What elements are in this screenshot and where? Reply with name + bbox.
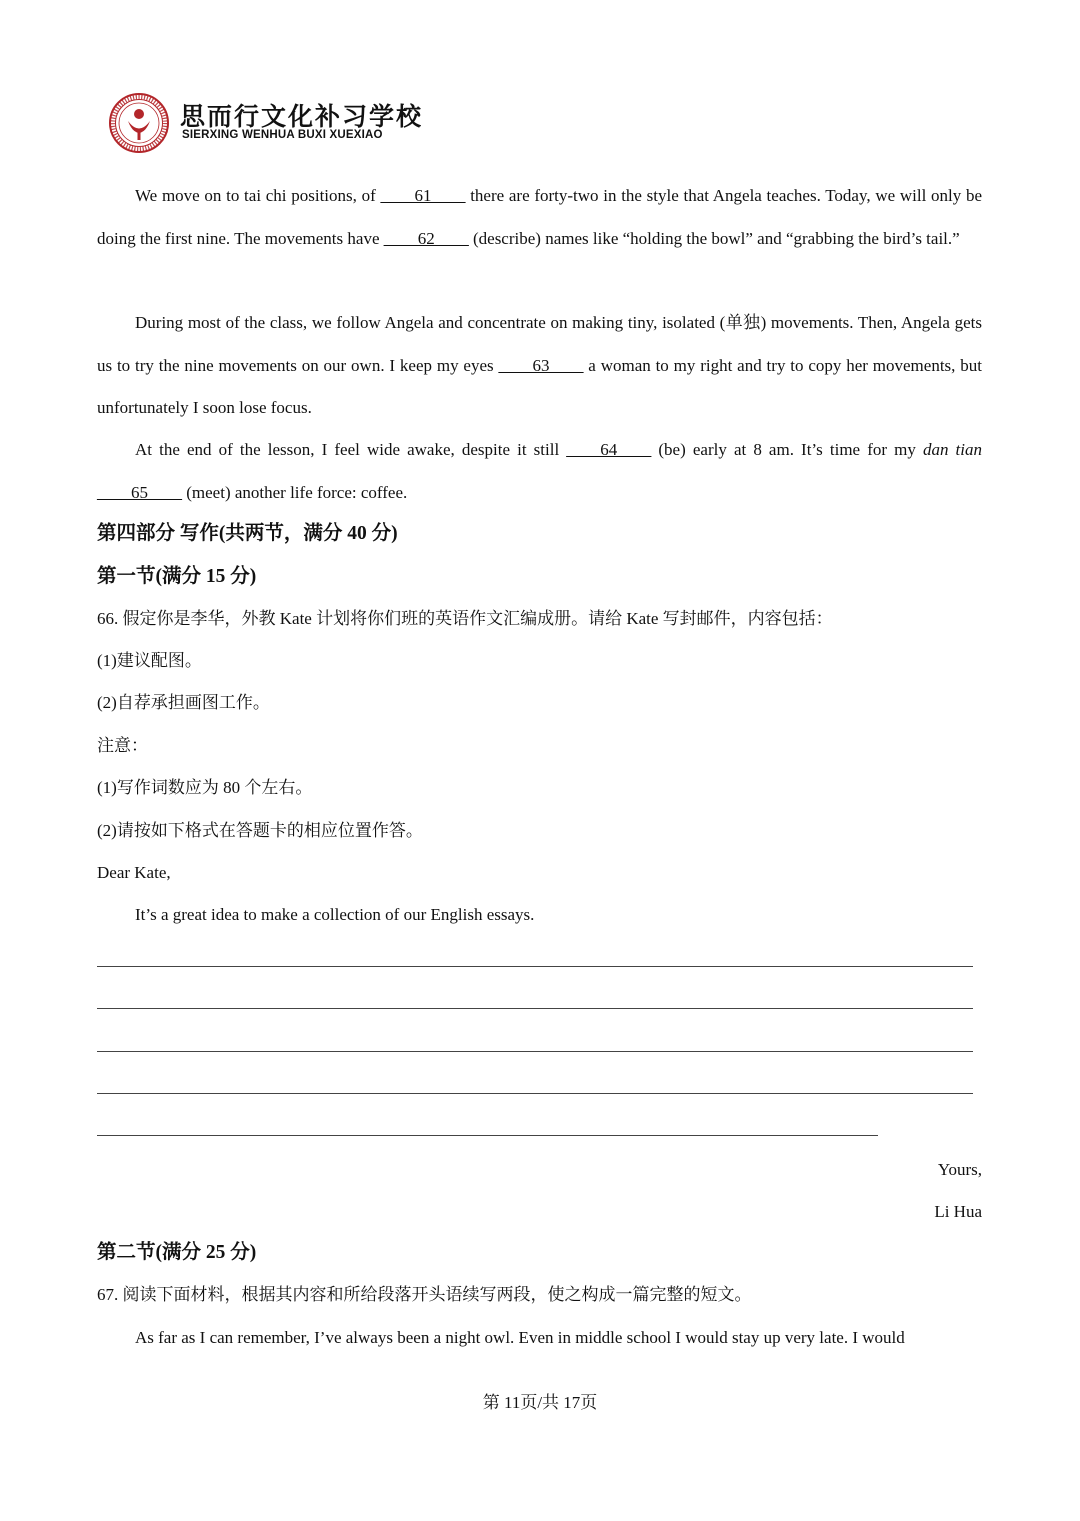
note-2: (2)请按如下格式在答题卡的相应位置作答。 (97, 821, 423, 840)
passage-paragraph-1: We move on to tai chi positions, of ____61____ there are forty-two in the style that Angela teaches. Today, we will only be doing the first nine. The movements have ____62____ (describe) names like “holding the bowl” and “grabbing the bird’s tail.” (97, 186, 982, 248)
blank-62: ____62____ (383, 228, 469, 248)
school-name-chinese: 思而行文化补习学校 (180, 102, 424, 131)
writing-line (97, 1008, 973, 1009)
passage-paragraph-2: During most of the class, we follow Angela and concentrate on making tiny, isolated (单独) movements. Then, Angela gets us to try the nine movements on our own. I keep my eyes ____63____ a woman to my right and try to copy her movements, but unfortunately I soon lose focus. (97, 313, 982, 417)
blank-64: ____64____ (566, 440, 652, 459)
letter-closing: Yours, (937, 1160, 982, 1179)
note-1: (1)写作词数应为 80 个左右。 (97, 778, 313, 797)
blank-65: ____65____ (97, 482, 182, 502)
part4-heading: 第四部分 写作(共两节，满分 40 分) (97, 523, 398, 544)
q67-material-text: As far as I can remember, I’ve always been a night owl. Even in middle school I would stay up very late. I would (135, 1328, 905, 1347)
q66-item-2: (2)自荐承担画图工作。 (97, 693, 270, 712)
note-label: 注意： (97, 736, 148, 755)
writing-line (97, 966, 973, 967)
q66-item-1: (1)建议配图。 (97, 651, 202, 670)
blank-61: ____61____ (380, 186, 466, 205)
question-67: 67. 阅读下面材料，根据其内容和所给段落开头语续写两段，使之构成一篇完整的短文。 (97, 1285, 752, 1304)
passage-paragraph-3: At the end of the lesson, I feel wide awake, despite it still ____64____ (be) early at 8 am. It’s time for my dan tian ____65____ (meet) another life force: coffee. (97, 440, 983, 502)
page-number: 第 11页/共 17页 (482, 1393, 598, 1412)
section1-heading: 第一节(满分 15 分) (97, 566, 257, 587)
writing-line (97, 1135, 878, 1136)
school-name-pinyin: SIERXING WENHUA BUXI XUEXIAO (182, 129, 383, 141)
letter-opening: It’s a great idea to make a collection of our English essays. (135, 905, 535, 924)
writing-line (97, 1051, 973, 1052)
section2-heading: 第二节(满分 25 分) (97, 1242, 257, 1263)
question-66: 66. 假定你是李华，外教 Kate 计划将你们班的英语作文汇编成册。请给 Kate 写封邮件，内容包括： (97, 609, 833, 628)
school-logo-icon (108, 92, 170, 154)
dan-tian-term: dan tian (922, 440, 983, 459)
blank-63: ____63____ (498, 355, 584, 375)
writing-line (97, 1093, 973, 1094)
letter-salutation: Dear Kate, (97, 863, 171, 882)
letter-signature: Li Hua (934, 1202, 982, 1221)
